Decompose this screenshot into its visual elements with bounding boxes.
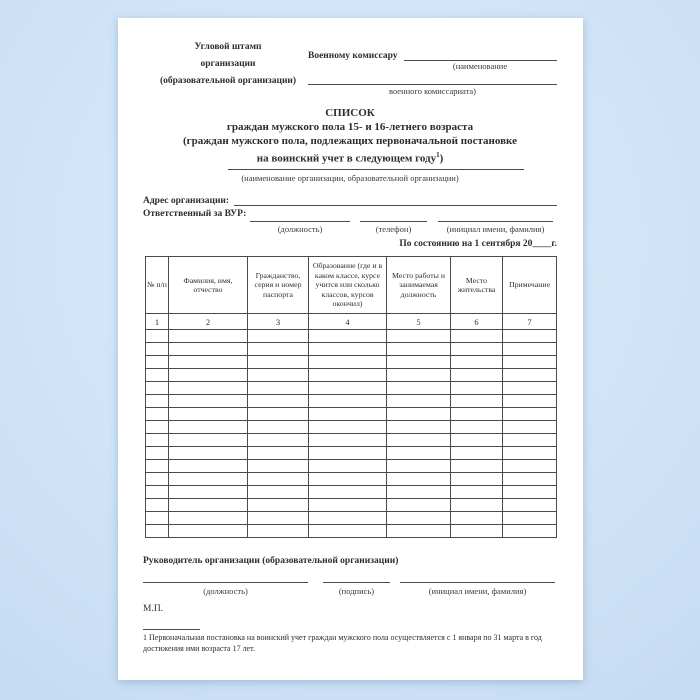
empty-cell [387, 499, 451, 512]
citizens-list-table [145, 256, 557, 538]
empty-cell [387, 408, 451, 421]
empty-cell [503, 525, 557, 538]
empty-cell [451, 421, 503, 434]
responsible-position-blank [250, 209, 350, 222]
as-of-date-label: По состоянию на 1 сентября 20____г. [399, 239, 557, 249]
empty-cell [503, 447, 557, 460]
column-number-cell: 6 [451, 314, 503, 330]
addressee-label: Военному комиссару [308, 51, 398, 61]
corner-stamp-line: Угловой штамп [194, 42, 262, 52]
empty-cell [387, 343, 451, 356]
address-label: Адрес организации: [143, 196, 230, 206]
signature-position-blank [143, 574, 308, 583]
empty-cell [309, 460, 387, 473]
empty-cell [248, 421, 309, 434]
empty-cell [451, 460, 503, 473]
title-line: на воинский учет в следующем году$^1$) [256, 151, 444, 165]
table-row [146, 382, 557, 395]
empty-cell [169, 343, 248, 356]
empty-cell [146, 356, 169, 369]
empty-cell [248, 356, 309, 369]
empty-cell [169, 382, 248, 395]
empty-cell [146, 330, 169, 343]
empty-cell [169, 408, 248, 421]
addressee-caption-bottom: военного комиссариата) [389, 86, 476, 96]
empty-cell [387, 356, 451, 369]
empty-cell [387, 486, 451, 499]
empty-cell [503, 369, 557, 382]
empty-cell [146, 473, 169, 486]
table-row [146, 486, 557, 499]
empty-cell [248, 369, 309, 382]
empty-cell [309, 369, 387, 382]
empty-cell [309, 395, 387, 408]
empty-cell [451, 486, 503, 499]
table-header-row [146, 257, 557, 314]
empty-cell [451, 499, 503, 512]
empty-cell [248, 460, 309, 473]
responsible-phone-blank [360, 209, 427, 222]
empty-cell [146, 395, 169, 408]
empty-cell [503, 499, 557, 512]
addressee-blank-line [404, 47, 558, 61]
empty-cell [248, 395, 309, 408]
empty-cell [309, 343, 387, 356]
addressee-block [308, 46, 557, 96]
empty-cell [169, 473, 248, 486]
empty-cell [503, 330, 557, 343]
table-row [146, 460, 557, 473]
position-caption: (должность) [203, 586, 248, 596]
empty-cell [248, 473, 309, 486]
document-title [143, 106, 557, 166]
empty-cell [248, 525, 309, 538]
address-blank-line [234, 194, 557, 206]
empty-cell [309, 408, 387, 421]
signature-sign-blank [323, 574, 390, 583]
empty-cell [248, 343, 309, 356]
corner-stamp-line: (образовательной организации) [159, 76, 297, 86]
empty-cell [146, 460, 169, 473]
footnote-reference: 1 [436, 151, 440, 159]
empty-cell [146, 369, 169, 382]
empty-cell [146, 512, 169, 525]
column-number-cell: 7 [503, 314, 557, 330]
empty-cell [503, 473, 557, 486]
empty-cell [503, 460, 557, 473]
empty-cell [309, 421, 387, 434]
table-row [146, 512, 557, 525]
empty-cell [387, 460, 451, 473]
empty-cell [451, 356, 503, 369]
column-number-cell: 1 [146, 314, 169, 330]
table-header-cell: Фамилия, имя, отчество [169, 257, 248, 314]
empty-cell [309, 447, 387, 460]
column-number-cell: 4 [309, 314, 387, 330]
empty-cell [248, 499, 309, 512]
footnote-divider [143, 629, 200, 630]
table-row [146, 434, 557, 447]
empty-cell [451, 473, 503, 486]
empty-cell [309, 486, 387, 499]
empty-cell [451, 369, 503, 382]
empty-cell [451, 395, 503, 408]
empty-cell [309, 434, 387, 447]
table-row [146, 408, 557, 421]
empty-cell [387, 330, 451, 343]
empty-cell [169, 486, 248, 499]
corner-stamp-block [153, 39, 303, 90]
signature-name-blank [400, 574, 555, 583]
empty-cell [503, 486, 557, 499]
empty-cell [387, 421, 451, 434]
column-number-cell: 3 [248, 314, 309, 330]
empty-cell [451, 525, 503, 538]
empty-cell [387, 395, 451, 408]
responsible-label: Ответственный за ВУР: [143, 209, 247, 219]
empty-cell [451, 512, 503, 525]
empty-cell [451, 434, 503, 447]
head-signature-label: Руководитель организации (образовательной организации) [143, 556, 399, 566]
table-row [146, 356, 557, 369]
empty-cell [309, 499, 387, 512]
empty-cell [169, 460, 248, 473]
empty-cell [503, 356, 557, 369]
empty-cell [451, 408, 503, 421]
empty-cell [248, 512, 309, 525]
empty-cell [503, 395, 557, 408]
empty-cell [248, 434, 309, 447]
addressee-blank-line [308, 73, 557, 85]
empty-cell [169, 525, 248, 538]
empty-cell [146, 421, 169, 434]
sign-caption: (подпись) [338, 586, 375, 596]
empty-cell [146, 382, 169, 395]
table-header-cell: Примечание [503, 257, 557, 314]
empty-cell [387, 473, 451, 486]
table-header-cell: № п/п [146, 257, 169, 314]
empty-cell [146, 499, 169, 512]
empty-cell [169, 421, 248, 434]
empty-cell [387, 512, 451, 525]
table-row [146, 473, 557, 486]
responsible-name-blank [438, 209, 553, 222]
table-body [146, 314, 557, 538]
empty-cell [169, 395, 248, 408]
document-page [118, 18, 583, 680]
empty-cell [169, 447, 248, 460]
empty-cell [169, 499, 248, 512]
title-line: СПИСОК [325, 107, 375, 119]
footnote-text: 1 Первоначальная постановка на воинский учет граждан мужского пола осуществляется с 1 января по 31 марта в год достижения ими возраста 17 лет. [143, 633, 542, 653]
empty-cell [309, 330, 387, 343]
empty-cell [309, 382, 387, 395]
table-header-cell: Место работы и занимаемая должность [387, 257, 451, 314]
empty-cell [309, 512, 387, 525]
empty-cell [503, 343, 557, 356]
empty-cell [503, 512, 557, 525]
empty-cell [248, 408, 309, 421]
position-caption: (должность) [277, 224, 323, 234]
address-row [143, 194, 557, 206]
org-name-blank-line [228, 169, 524, 170]
empty-cell [387, 447, 451, 460]
column-number-cell: 5 [387, 314, 451, 330]
empty-cell [146, 525, 169, 538]
empty-cell [248, 330, 309, 343]
empty-cell [169, 434, 248, 447]
empty-cell [503, 382, 557, 395]
empty-cell [169, 356, 248, 369]
empty-cell [451, 382, 503, 395]
empty-cell [451, 330, 503, 343]
empty-cell [146, 447, 169, 460]
table-header-cell: Образование (где и в каком классе, курсе учится или сколько классов, курсов окончил) [309, 257, 387, 314]
corner-stamp-line: организации [200, 59, 256, 69]
empty-cell [146, 343, 169, 356]
empty-cell [309, 356, 387, 369]
stamp-place-label: М.П. [143, 604, 164, 614]
name-caption: (инициал имени, фамилия) [446, 224, 545, 234]
empty-cell [169, 330, 248, 343]
table-row [146, 395, 557, 408]
empty-cell [248, 382, 309, 395]
empty-cell [503, 434, 557, 447]
empty-cell [309, 525, 387, 538]
empty-cell [309, 473, 387, 486]
table-header-cell: Место жительства [451, 257, 503, 314]
empty-cell [146, 486, 169, 499]
empty-cell [248, 486, 309, 499]
table-header-cell: Гражданство, серия и номер паспорта [248, 257, 309, 314]
empty-cell [169, 369, 248, 382]
empty-cell [387, 525, 451, 538]
title-line: (граждан мужского пола, подлежащих первоначальной постановке [183, 135, 517, 147]
empty-cell [146, 434, 169, 447]
empty-cell [451, 447, 503, 460]
empty-cell [503, 408, 557, 421]
table-header-row [146, 257, 557, 314]
table-row [146, 421, 557, 434]
table-row [146, 499, 557, 512]
empty-cell [387, 369, 451, 382]
phone-caption: (телефон) [375, 224, 412, 234]
empty-cell [451, 343, 503, 356]
table-row [146, 447, 557, 460]
addressee-caption-top: (наименование [452, 61, 508, 71]
empty-cell [503, 421, 557, 434]
empty-cell [387, 434, 451, 447]
org-name-caption: (наименование организации, образовательной организации) [241, 173, 459, 183]
empty-cell [146, 408, 169, 421]
table-row [146, 330, 557, 343]
empty-cell [248, 447, 309, 460]
table-row [146, 343, 557, 356]
table-row [146, 525, 557, 538]
column-number-cell: 2 [169, 314, 248, 330]
column-number-row [146, 314, 557, 330]
empty-cell [387, 382, 451, 395]
title-line: граждан мужского пола 15- и 16-летнего возраста [226, 121, 474, 133]
empty-cell [169, 512, 248, 525]
name-caption: (инициал имени, фамилия) [428, 586, 527, 596]
table-row [146, 369, 557, 382]
